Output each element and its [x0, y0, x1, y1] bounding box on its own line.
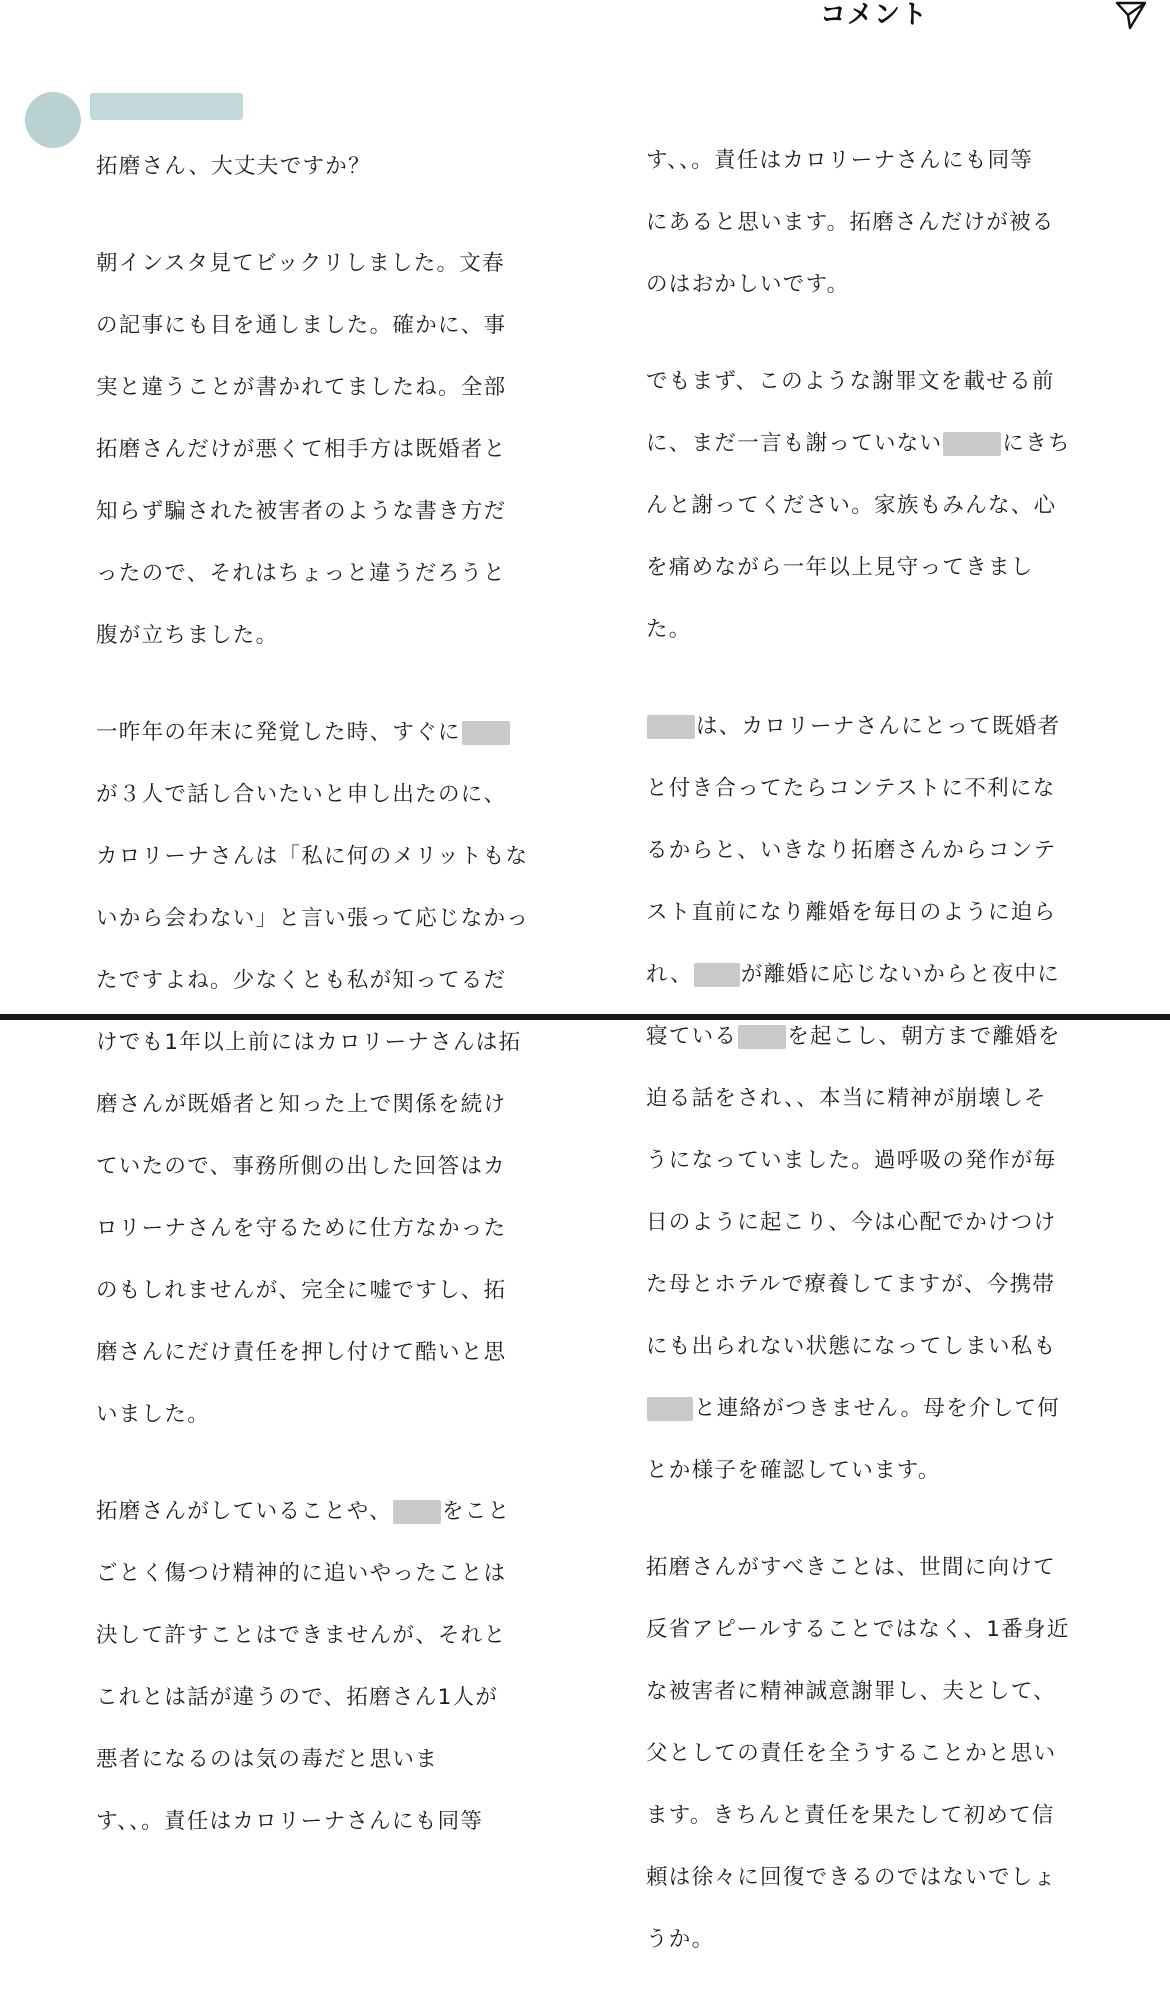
text-line: 拓磨さん、大丈夫ですか？ [96, 154, 371, 179]
text-line: 父としての責任を全うすることかと思い [646, 1741, 1057, 1766]
comment-left-column [96, 120, 536, 1872]
text-segment: に、まだ一言も謝っていない [646, 431, 943, 456]
text-line: たですよね。少なくとも私が知ってるだ [96, 968, 507, 993]
text-line: 腹が立ちました。 [96, 623, 279, 648]
text-line: でもまず、このような謝罪文を載せる前 [646, 369, 1055, 394]
text-line: のもしれませんが、完全に嘘ですし、拓 [96, 1278, 507, 1303]
text-line [646, 1021, 1086, 1052]
text-segment: 拓磨さんがしていることや、 [96, 1499, 392, 1524]
text-line: 反省アピールすることではなく、1番身近 [646, 1617, 1070, 1642]
text-line: た。 [646, 617, 692, 642]
redacted-name [694, 963, 740, 987]
text-segment: れ、 [646, 962, 693, 987]
paragraph [96, 686, 536, 1461]
text-segment: と連絡がつきません。母を介して何 [694, 1396, 1061, 1421]
text-line: な被害者に精神誠意謝罪し、夫として、 [646, 1679, 1056, 1704]
text-line: ごとく傷つけ精神的に追いやったことは [96, 1561, 507, 1586]
text-line: けでも1年以上前にはカロリーナさんは拓 [96, 1030, 522, 1055]
text-line: るからと、いきなり拓磨さんからコンテ [646, 838, 1057, 863]
text-line [646, 1393, 1086, 1424]
text-line: た母とホテルで療養してますが、今携帯 [646, 1272, 1056, 1297]
redacted-name [738, 1025, 786, 1049]
text-line: いました。 [96, 1402, 211, 1427]
send-icon[interactable] [1114, 0, 1148, 30]
text-line: うになっていました。過呼吸の発作が毎 [646, 1148, 1057, 1173]
text-line: これとは話が違うので、拓磨さん1人が [96, 1685, 499, 1710]
text-line [96, 717, 536, 748]
paragraph [646, 680, 1086, 1517]
text-line: カロリーナさんは「私に何のメリットもな [96, 844, 529, 869]
text-segment: 寝ている [646, 1024, 738, 1049]
text-line: とか様子を確認しています。 [646, 1458, 941, 1483]
text-line: 決して許すことはできませんが、それと [96, 1623, 507, 1648]
page-title: コメント [820, 0, 929, 30]
paragraph [96, 217, 536, 682]
redacted-name [393, 1500, 441, 1524]
text-line: いから会わない」と言い張って応じなかっ [96, 906, 530, 931]
redacted-name [943, 432, 1001, 456]
text-segment: は、カロリーナさんにとって既婚者 [696, 714, 1061, 739]
text-line: 拓磨さんがすべきことは、世間に向けて [646, 1555, 1056, 1580]
text-line: す、、。責任はカロリーナさんにも同等 [96, 1809, 484, 1834]
text-line [646, 959, 1086, 990]
redacted-name [647, 1397, 693, 1421]
redacted-name [462, 721, 510, 745]
text-line: 日のように起こり、今は心配でかけつけ [646, 1210, 1057, 1235]
paragraph [646, 335, 1086, 676]
text-line: 迫る話をされ、、本当に精神が崩壊しそ [646, 1086, 1047, 1111]
text-line: ます。きちんと責任を果たして初めて信 [646, 1803, 1055, 1828]
text-line: うか。 [646, 1927, 715, 1952]
text-line: を痛めながら一年以上見守ってきまし [646, 555, 1034, 580]
text-line: にあると思います。拓磨さんだけが被る [646, 210, 1055, 235]
text-line: んと謝ってください。家族もみんな、心 [646, 493, 1057, 518]
paragraph [96, 120, 536, 213]
text-segment: 一昨年の年末に発覚した時、すぐに [96, 720, 461, 745]
username-redacted[interactable] [90, 93, 243, 120]
text-segment: が離婚に応じないからと夜中に [740, 962, 1061, 987]
text-line [646, 711, 1086, 742]
text-line: が３人で話し合いたいと申し出たのに、 [96, 782, 507, 807]
text-line: 磨さんにだけ責任を押し付けて酷いと思 [96, 1340, 507, 1365]
text-line [96, 1496, 536, 1527]
text-line: ロリーナさんを守るために仕方なかった [96, 1216, 507, 1241]
text-line: にも出られない状態になってしまい私も [646, 1334, 1057, 1359]
text-segment: をこと [441, 1499, 511, 1524]
text-line: す、、。責任はカロリーナさんにも同等 [646, 148, 1034, 173]
text-line [646, 428, 1086, 459]
bottom-divider [0, 1014, 1170, 1020]
text-line: ていたので、事務所側の出した回答はカ [96, 1154, 506, 1179]
text-segment: を起こし、朝方まで離婚を [787, 1024, 1061, 1049]
text-line: 朝インスタ見てビックリしました。文春 [96, 251, 505, 276]
text-line: 実と違うことが書かれてましたね。全部 [96, 375, 507, 400]
comment-right-column [646, 114, 1086, 1990]
paragraph [646, 1521, 1086, 1986]
text-line: 悪者になるのは気の毒だと思いま [96, 1747, 439, 1772]
text-line: スト直前になり離婚を毎日のように迫ら [646, 900, 1057, 925]
text-line: 拓磨さんだけが悪くて相手方は既婚者と [96, 437, 507, 462]
text-line: 知らず騙された被害者のような書き方だ [96, 499, 507, 524]
paragraph [96, 1465, 536, 1868]
text-segment: にきち [1002, 431, 1071, 456]
text-line: のはおかしいです。 [646, 272, 850, 297]
text-line: 磨さんが既婚者と知った上で関係を続け [96, 1092, 507, 1117]
text-line: と付き合ってたらコンテストに不利にな [646, 776, 1056, 801]
avatar[interactable] [25, 92, 81, 148]
paragraph [646, 114, 1086, 331]
redacted-name [647, 715, 695, 739]
text-line: の記事にも目を通しました。確かに、事 [96, 313, 507, 338]
text-line: 頼は徐々に回復できるのではないでしょ [646, 1865, 1057, 1890]
text-line: ったので、それはちょっと違うだろうと [96, 561, 506, 586]
